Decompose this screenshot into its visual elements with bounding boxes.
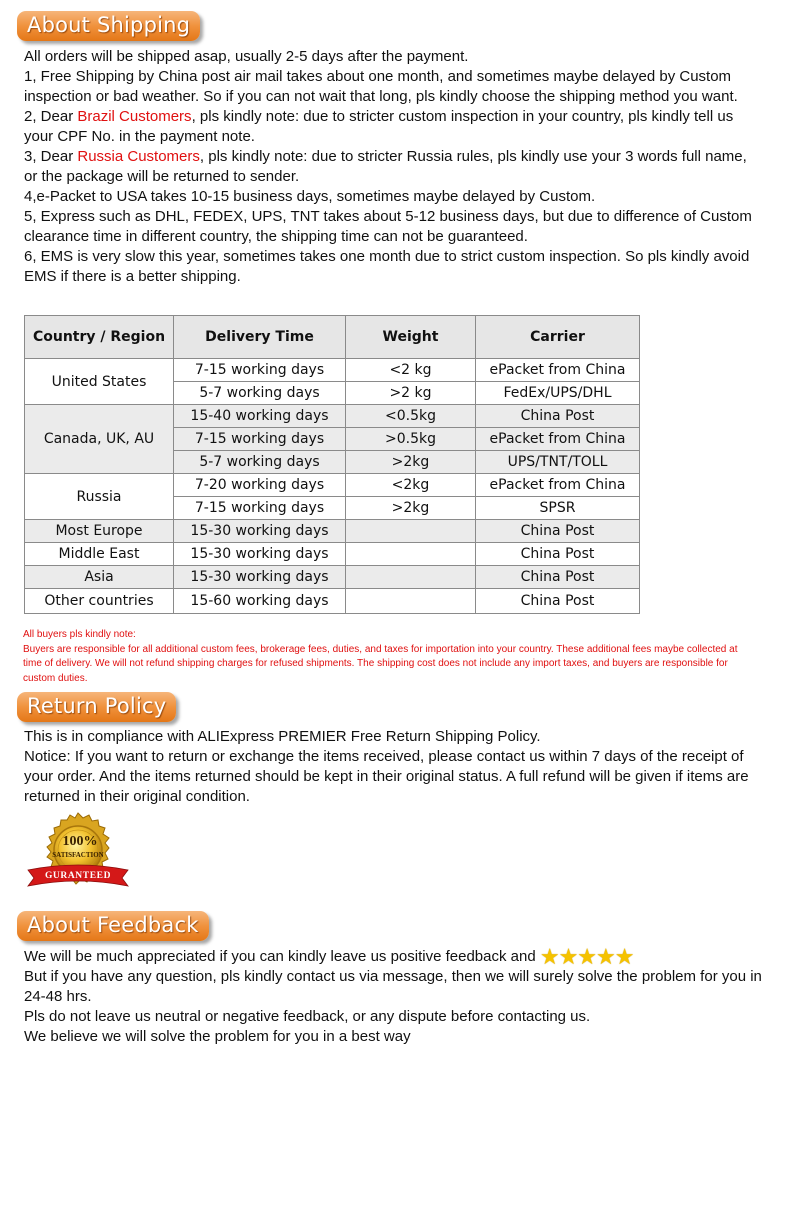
cell-carrier: ePacket from China (476, 359, 640, 382)
cell-carrier: UPS/TNT/TOLL (476, 451, 640, 474)
cell-delivery: 15-30 working days (174, 566, 346, 589)
about-shipping-banner: About Shipping (17, 11, 200, 41)
region-canada-uk-au: Canada, UK, AU (25, 405, 174, 474)
shipping-line-4: 4,e-Packet to USA takes 10-15 business days, sometimes maybe delayed by Custom. (24, 188, 596, 205)
about-feedback-banner: About Feedback (17, 911, 209, 941)
cell-delivery: 15-60 working days (174, 589, 346, 614)
return-line-1: This is in compliance with ALIExpress PREMIER Free Return Shipping Policy. (24, 728, 541, 745)
cell-carrier: FedEx/UPS/DHL (476, 382, 640, 405)
header-carrier: Carrier (476, 316, 640, 359)
return-policy-banner: Return Policy (17, 692, 176, 722)
region-middle-east: Middle East (25, 543, 174, 566)
shipping-line-1: 1, Free Shipping by China post air mail takes about one month, and sometimes maybe delayed by Custom inspection or bad weather. So if you can not wait that long, pls kindly choose the shipping method you want. (24, 68, 738, 105)
cell-carrier: China Post (476, 520, 640, 543)
buyers-note-title: All buyers pls kindly note: (23, 629, 136, 640)
five-star-rating-icon: ★★★★★ (539, 944, 634, 969)
cell-carrier: SPSR (476, 497, 640, 520)
table-row (25, 566, 640, 589)
cell-delivery: 5-7 working days (174, 382, 346, 405)
shipping-line-3: 3, Dear Russia Customers, pls kindly note: due to stricter Russia rules, pls kindly use your 3 words full name, or the package will be returned to sender. (24, 148, 747, 185)
cell-delivery: 7-20 working days (174, 474, 346, 497)
table-row (25, 520, 640, 543)
cell-delivery: 7-15 working days (174, 359, 346, 382)
cell-carrier: China Post (476, 405, 640, 428)
feedback-line-4: We believe we will solve the problem for you in a best way (24, 1028, 411, 1045)
shipping-line-0: All orders will be shipped asap, usually 2-5 days after the payment. (24, 48, 469, 65)
table-row (25, 543, 640, 566)
cell-delivery: 7-15 working days (174, 497, 346, 520)
table-row (25, 359, 640, 382)
cell-carrier: China Post (476, 566, 640, 589)
return-line-2: Notice: If you want to return or exchange the items received, please contact us within 7 days of the receipt of your order. And the items returned should be kept in their original status. A full refund will be given if items are returned in their original condition. (24, 748, 749, 805)
feedback-line-3: Pls do not leave us neutral or negative feedback, or any dispute before contacting us. (24, 1008, 591, 1025)
buyers-note (23, 628, 753, 686)
satisfaction-guaranteed-seal-icon (26, 812, 130, 892)
shipping-line-5: 5, Express such as DHL, FEDEX, UPS, TNT takes about 5-12 business days, but due to difference of Custom clearance time in different country, the shipping time can not be guaranteed. (24, 208, 752, 245)
table-row (25, 474, 640, 497)
region-united-states: United States (25, 359, 174, 405)
table-row (25, 589, 640, 614)
seal-percent: 100% (62, 834, 98, 849)
cell-weight: >2kg (346, 451, 476, 474)
region-asia: Asia (25, 566, 174, 589)
cell-weight (346, 589, 476, 614)
shipping-line-6: 6, EMS is very slow this year, sometimes takes one month due to strict custom inspection. So pls kindly avoid EMS if there is a better shipping. (24, 248, 750, 285)
cell-weight: >2kg (346, 497, 476, 520)
cell-weight: >0.5kg (346, 428, 476, 451)
return-policy-text (24, 727, 764, 807)
cell-delivery: 5-7 working days (174, 451, 346, 474)
feedback-line-2: But if you have any question, pls kindly contact us via message, then we will surely solve the problem for you in 24-48 hrs. (24, 968, 762, 1005)
region-other-countries: Other countries (25, 589, 174, 614)
cell-weight: >2 kg (346, 382, 476, 405)
header-delivery: Delivery Time (174, 316, 346, 359)
shipping-text (24, 47, 764, 287)
cell-delivery: 15-30 working days (174, 543, 346, 566)
region-russia: Russia (25, 474, 174, 520)
cell-weight (346, 520, 476, 543)
header-country: Country / Region (25, 316, 174, 359)
cell-weight: <0.5kg (346, 405, 476, 428)
cell-carrier: ePacket from China (476, 428, 640, 451)
cell-carrier: ePacket from China (476, 474, 640, 497)
region-most-europe: Most Europe (25, 520, 174, 543)
brazil-customers-highlight: Brazil Customers (77, 108, 192, 125)
cell-weight (346, 543, 476, 566)
seal-word: SATISFACTION (52, 851, 104, 859)
cell-delivery: 15-30 working days (174, 520, 346, 543)
russia-customers-highlight: Russia Customers (77, 148, 200, 165)
cell-weight: <2 kg (346, 359, 476, 382)
buyers-note-body: Buyers are responsible for all additional custom fees, brokerage fees, duties, and taxes for importation into your country. These additional fees maybe collected at time of delivery. We will not refund shipping charges for refused shipments. The shipping cost does not include any import taxes, and buyers are responsible for custom duties. (23, 643, 738, 684)
cell-delivery: 15-40 working days (174, 405, 346, 428)
cell-carrier: China Post (476, 543, 640, 566)
seal-ribbon-text: GURANTEED (44, 871, 112, 881)
cell-carrier: China Post (476, 589, 640, 614)
shipping-line-2: 2, Dear Brazil Customers, pls kindly note: due to stricter custom inspection in your country, pls kindly tell us your CPF No. in the payment note. (24, 108, 734, 145)
header-weight: Weight (346, 316, 476, 359)
cell-weight (346, 566, 476, 589)
feedback-line-1: We will be much appreciated if you can kindly leave us positive feedback and ★★★★★ (24, 944, 634, 969)
cell-weight: <2kg (346, 474, 476, 497)
table-header-row (25, 316, 640, 359)
shipping-table (24, 315, 640, 614)
cell-delivery: 7-15 working days (174, 428, 346, 451)
table-row (25, 405, 640, 428)
feedback-text (24, 944, 764, 1047)
